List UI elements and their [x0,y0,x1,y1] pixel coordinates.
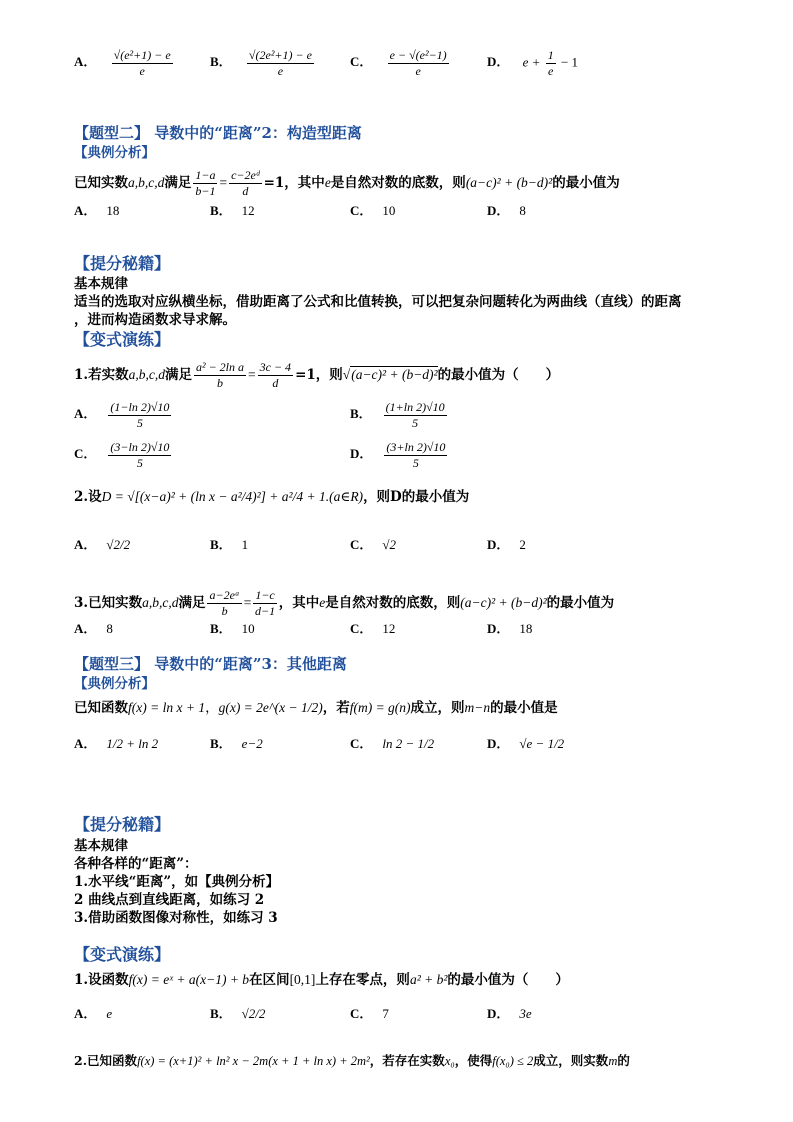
variable-x0: x₀ [444,1054,455,1068]
variables: a,b,c,d [128,175,165,190]
rule-line: 1.水平线“距离”，如【典例分析】 [74,874,280,890]
option-c [74,440,173,471]
option-label: A． [74,406,97,422]
question-text: 1.若实数a,b,c,d满足 $\frac{\text{a² − 2ln a}}{b}$ = $\frac{3c - 4}{d}$ =1，则√(a−c)² + (b−d)²的最小值为（ ） [74,360,560,390]
question-text: 已知函数f(x) = ln x + 1，g(x) = 2e^(x − 1/2)，若f(m) = g(n)成立，则m−n的最小值是 [74,700,558,716]
variant-title: 【变式演练】 [74,945,171,964]
fraction [258,360,293,391]
option-d [487,620,532,638]
option-value: 12 [241,203,255,218]
fraction [193,168,217,199]
fraction [247,48,314,79]
numerator: 1−a [195,168,216,182]
option-label: D． [487,621,510,636]
expression: (a−c)² + (b−d)² [460,595,547,610]
denominator: e [277,64,284,78]
rule-line: 各种各样的“距离”： [74,856,198,872]
question-text: 已知实数a,b,c,d满足 $\frac{1-a}{b-1}$ = $\frac{\text{c−2eᵈ}}{d}$ =1，其中e是自然对数的底数，则(a−c)² + (b−d)²的最小值为 [74,168,620,198]
option-label: C． [350,1006,373,1021]
section-title: 【题型三】 导数中的“距离”3：其他距离 [74,655,347,673]
option-value: 10 [382,203,396,218]
option-d [350,440,449,471]
option-label: C． [350,203,373,218]
option-a [74,202,119,220]
interval: [0,1] [289,972,316,987]
option-d [487,48,578,79]
option-value: e−2 [241,736,263,751]
option-value: √e − 1/2 [519,736,565,751]
rule-line: ，进而构造函数求导求解。 [74,312,236,328]
numerator: c−2eᵈ [231,168,260,182]
option-value: 7 [382,1006,389,1021]
option-label: A． [74,621,97,636]
denominator: b [221,604,228,618]
option-d [487,536,526,554]
question-eq: ，其中 [278,595,320,611]
option-label: C． [350,537,373,552]
expression: (a−c)² + (b−d)² [351,367,438,382]
denominator: 5 [136,456,143,470]
option-label: B． [210,203,232,218]
option-label: A． [74,537,97,552]
question-prefix: 2.设 [74,489,102,505]
option-a [74,48,175,79]
numerator: √(e²+1) − e [113,48,171,62]
question-prefix: 1.若实数 [74,367,129,383]
question-end: 的最小值是 [490,700,558,716]
option-label: D． [350,446,373,462]
denominator: d [272,376,279,390]
numerator: 1−c [255,588,275,602]
question-rest: 是自然对数的底数，则 [330,175,466,191]
option-value: √2/2 [241,1006,266,1021]
condition: f(m) = g(n) [349,700,411,715]
expression: a² + b² [409,972,448,987]
question-mid: 满足 [164,367,192,383]
question-end: 的最小值为 [552,175,620,191]
question-end: 的最小值为（ ） [447,972,569,988]
option-label: B． [210,621,232,636]
option-label: D． [487,537,510,552]
rule-heading: 基本规律 [74,276,128,292]
option-d [487,202,526,220]
question-text: 3.已知实数a,b,c,d满足 $\frac{\text{a−2eᵃ}}{b}$ = $\frac{1-c}{d-1}$ ，其中e是自然对数的底数，则(a−c)² + (b−d)²的最小值为 [74,588,615,618]
question-mid: 满足 [178,595,206,611]
option-c [350,202,395,220]
option-b [210,202,255,220]
variable-m: m [608,1054,618,1068]
question-rest: ，使得 [454,1053,493,1068]
option-value: 18 [519,621,533,636]
symbol-e: e [319,595,326,610]
section-subtitle: 【典例分析】 [74,676,155,692]
expression: (a−c)² + (b−d)² [465,175,553,190]
fraction [112,48,173,79]
rule-heading: 基本规律 [74,838,128,854]
denominator: e [415,64,421,78]
option-value: 18 [106,203,120,218]
option-b [210,1005,265,1023]
option-label: D． [487,736,510,751]
option-value: 8 [519,203,526,218]
denominator: d−1 [254,604,276,618]
option-label: C． [350,736,373,751]
numerator: √(2e²+1) − e [248,48,312,62]
numerator: (3−ln 2)√10 [110,440,170,454]
option-b [210,620,255,638]
option-label: A． [74,203,97,218]
question-end: 的最小值为 [546,595,615,611]
option-a [74,536,130,554]
question-end: 成立，则实数 [533,1053,609,1068]
option-label: C． [350,621,373,636]
option-b [350,400,449,431]
option-c [350,48,451,79]
option-a [74,735,158,753]
option-d [487,1005,532,1023]
question-eq: =1，则 [295,367,343,383]
fraction [229,168,261,199]
option-b [210,48,316,79]
option-tail: − 1 [557,54,579,70]
question-mid: ，若 [322,700,350,716]
option-b [210,735,263,753]
question-rest: 上存在零点，则 [315,972,410,988]
option-value: 12 [382,621,396,636]
option-c [350,1005,389,1023]
denominator: d [242,184,249,198]
rule-line: 3.借助函数图像对称性，如练习 3 [74,910,278,926]
section-title: 【题型二】 导数中的“距离”2：构造型距离 [74,124,362,142]
question-eq: =1，其中 [263,175,325,191]
function-f: f(x) = eˣ + a(x−1) + b [128,972,250,987]
function-f: f(x) = (x+1)² + ln² x − 2m(x + 1 + ln x) + 2m² [137,1054,370,1068]
option-d [487,735,564,753]
option-value: 3e [519,1006,532,1021]
question-prefix: 已知函数 [74,700,128,716]
numerator: 3c − 4 [259,360,292,374]
rule-line: 2 曲线点到直线距离，如练习 2 [74,892,265,908]
rule-line: 适当的选取对应纵横坐标，借助距离了公式和比值转换，可以把复杂问题转化为两曲线（直线）的距离 [74,294,682,310]
option-value: ln 2 − 1/2 [382,736,435,751]
tips-title: 【提分秘籍】 [74,254,171,273]
numerator: (3+ln 2)√10 [386,440,446,454]
option-c [350,735,434,753]
option-a [74,620,113,638]
tips-title: 【提分秘籍】 [74,815,171,834]
question-mid: ，若存在实数 [369,1053,445,1068]
option-label: A． [74,1006,97,1021]
option-label: B． [210,537,232,552]
expression: D = √[(x−a)² + (ln x − a²/4)²] + a²/4 + 1.(a∈R) [101,489,364,504]
denominator: 5 [136,416,143,430]
fraction [546,48,556,79]
option-c [350,620,395,638]
variables: a,b,c,d [128,367,165,382]
question-rest: 成立，则 [410,700,465,716]
question-rest: 是自然对数的底数，则 [325,595,461,611]
denominator: b [216,376,223,390]
question-text [74,971,569,989]
option-label: B． [210,736,232,751]
option-label: A． [74,54,97,70]
variant-title: 【变式演练】 [74,330,171,349]
numerator: a² − 2ln a [195,360,244,374]
numerator: (1−ln 2)√10 [110,400,170,414]
option-value: 2 [519,537,526,552]
question-text [74,488,469,506]
option-value: √2/2 [106,537,131,552]
question-mid: 在区间 [249,972,290,988]
numerator: 1 [547,48,554,62]
option-label: B． [210,54,232,70]
option-value: 10 [241,621,255,636]
condition: f(x₀) ≤ 2 [492,1054,534,1068]
question-prefix: 3.已知实数 [74,595,143,611]
numerator: e − √(e²−1) [389,48,447,62]
question-text [74,1052,630,1070]
option-label: B． [350,406,372,422]
numerator: (1+ln 2)√10 [385,400,445,414]
option-label: C． [350,54,373,70]
option-label: D． [487,1006,510,1021]
option-value: e + [522,54,544,70]
expression: m−n [464,700,491,715]
denominator: e [139,64,145,78]
denominator: 5 [412,456,419,470]
function-g: g(x) = 2e^(x − 1/2) [218,700,323,715]
fraction [388,48,449,79]
question-prefix: 已知实数 [74,175,128,191]
option-a [74,1005,112,1023]
option-value: 1/2 + ln 2 [106,736,159,751]
option-label: B． [210,1006,232,1021]
option-label: D． [487,54,510,70]
question-end: 的最小值为（ ） [437,367,560,383]
option-a [74,400,173,431]
option-c [350,536,396,554]
denominator: e [548,64,554,78]
denominator: b−1 [195,184,216,198]
question-prefix: 1.设函数 [74,972,129,988]
fraction [194,360,246,391]
option-value: √2 [382,537,397,552]
option-label: A． [74,736,97,751]
option-b [210,536,248,554]
question-mid: 满足 [164,175,192,191]
option-value: 8 [106,621,113,636]
question-end: ，则D的最小值为 [363,489,470,505]
variables: a,b,c,d [142,595,179,610]
question-prefix: 2.已知函数 [74,1053,138,1068]
symbol-e: e [324,175,331,190]
option-value: 1 [241,537,249,552]
denominator: 5 [412,416,419,430]
question-tail: 的 [617,1053,630,1068]
option-label: C． [74,446,97,462]
option-label: D． [487,203,510,218]
numerator: a−2eᵃ [209,588,240,602]
function-f: f(x) = ln x + 1 [128,700,206,715]
option-value: e [106,1006,113,1021]
section-subtitle: 【典例分析】 [74,145,155,161]
